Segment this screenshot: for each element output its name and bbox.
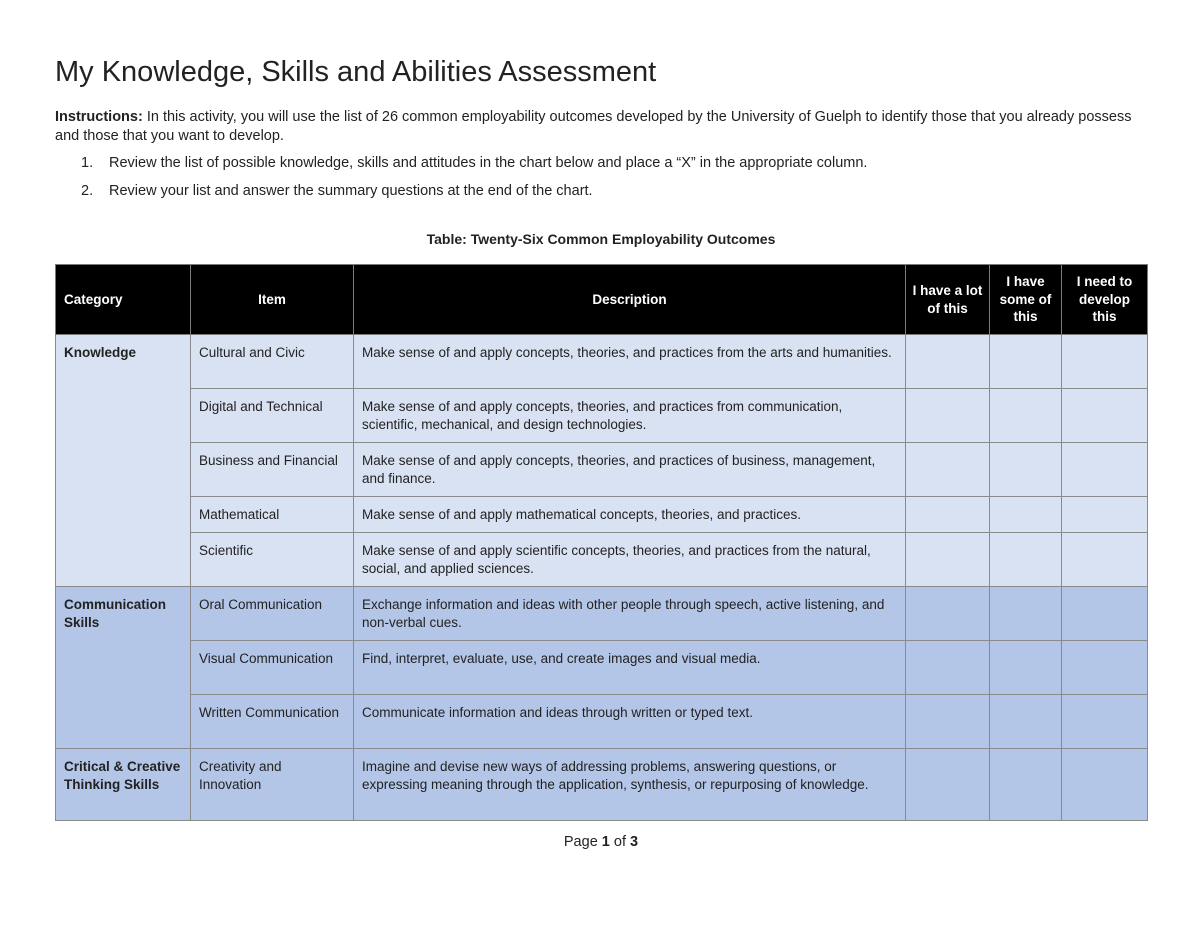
need-develop-checkbox-cell[interactable] (1062, 641, 1148, 695)
table-row (56, 443, 1148, 497)
description-cell: Communicate information and ideas through written or typed text. (354, 695, 906, 749)
need-develop-checkbox-cell[interactable] (1062, 335, 1148, 389)
description-cell: Find, interpret, evaluate, use, and create images and visual media. (354, 641, 906, 695)
item-cell: Oral Communication (191, 587, 354, 641)
table-row (56, 695, 1148, 749)
have-lot-checkbox-cell[interactable] (906, 749, 990, 821)
description-cell: Make sense of and apply mathematical concepts, theories, and practices. (354, 497, 906, 533)
step-item (81, 154, 868, 173)
item-cell: Mathematical (191, 497, 354, 533)
table-row (56, 389, 1148, 443)
have-lot-checkbox-cell[interactable] (906, 587, 990, 641)
table-row (56, 749, 1148, 821)
have-lot-checkbox-cell[interactable] (906, 533, 990, 587)
have-some-checkbox-cell[interactable] (990, 695, 1062, 749)
category-cell: Communication Skills (56, 587, 191, 749)
item-cell: Written Communication (191, 695, 354, 749)
have-some-checkbox-cell[interactable] (990, 497, 1062, 533)
step-number: 2. (81, 183, 94, 199)
item-cell: Creativity and Innovation (191, 749, 354, 821)
have-some-checkbox-cell[interactable] (990, 587, 1062, 641)
page-title: My Knowledge, Skills and Abilities Assessment (55, 56, 657, 88)
need-develop-checkbox-cell[interactable] (1062, 695, 1148, 749)
table-row (56, 497, 1148, 533)
description-cell: Imagine and devise new ways of addressing problems, answering questions, or expressing meaning through the application, synthesis, or repurposing of knowledge. (354, 749, 906, 821)
steps-list (55, 154, 867, 210)
item-cell: Scientific (191, 533, 354, 587)
instructions-text: In this activity, you will use the list of 26 common employability outcomes developed by the University of Guelph to identify those that you already possess and those that you want to develop. (55, 109, 1132, 144)
table-row (56, 533, 1148, 587)
description-cell: Exchange information and ideas with other people through speech, active listening, and non-verbal cues. (354, 587, 906, 641)
header-have-lot: I have a lot of this (906, 265, 990, 335)
have-some-checkbox-cell[interactable] (990, 641, 1062, 695)
category-cell: Critical & Creative Thinking Skills (56, 749, 191, 821)
header-have-some: I have some of this (990, 265, 1062, 335)
step-text: Review your list and answer the summary questions at the end of the chart. (109, 183, 593, 199)
footer-prefix: Page (563, 834, 602, 850)
instructions-label: Instructions: (55, 109, 143, 125)
have-lot-checkbox-cell[interactable] (906, 497, 990, 533)
table-header-row (56, 265, 1148, 335)
description-cell: Make sense of and apply concepts, theories, and practices of business, management, and finance. (354, 443, 906, 497)
have-lot-checkbox-cell[interactable] (906, 641, 990, 695)
table-caption: Table: Twenty-Six Common Employability Outcomes (426, 231, 776, 247)
have-lot-checkbox-cell[interactable] (906, 695, 990, 749)
page-number-footer (55, 834, 1147, 850)
step-number: 1. (81, 155, 94, 171)
category-cell: Knowledge (56, 335, 191, 587)
need-develop-checkbox-cell[interactable] (1062, 497, 1148, 533)
have-some-checkbox-cell[interactable] (990, 749, 1062, 821)
need-develop-checkbox-cell[interactable] (1062, 749, 1148, 821)
step-item (81, 182, 867, 201)
table-row (56, 587, 1148, 641)
instructions-paragraph (55, 108, 1147, 146)
item-cell: Business and Financial (191, 443, 354, 497)
need-develop-checkbox-cell[interactable] (1062, 389, 1148, 443)
total-pages: 3 (630, 834, 639, 850)
need-develop-checkbox-cell[interactable] (1062, 533, 1148, 587)
description-cell: Make sense of and apply concepts, theories, and practices from communication, scientific, mechanical, and design technologies. (354, 389, 906, 443)
have-some-checkbox-cell[interactable] (990, 533, 1062, 587)
outcomes-table (55, 264, 1148, 821)
step-text: Review the list of possible knowledge, skills and attitudes in the chart below and place a “X” in the appropriate column. (109, 155, 868, 171)
footer-middle: of (609, 834, 631, 850)
item-cell: Digital and Technical (191, 389, 354, 443)
have-lot-checkbox-cell[interactable] (906, 443, 990, 497)
have-some-checkbox-cell[interactable] (990, 335, 1062, 389)
have-some-checkbox-cell[interactable] (990, 389, 1062, 443)
need-develop-checkbox-cell[interactable] (1062, 587, 1148, 641)
have-some-checkbox-cell[interactable] (990, 443, 1062, 497)
item-cell: Cultural and Civic (191, 335, 354, 389)
header-item: Item (191, 265, 354, 335)
table-row (56, 641, 1148, 695)
current-page: 1 (601, 834, 610, 850)
item-cell: Visual Communication (191, 641, 354, 695)
description-cell: Make sense of and apply concepts, theories, and practices from the arts and humanities. (354, 335, 906, 389)
description-cell: Make sense of and apply scientific concepts, theories, and practices from the natural, social, and applied sciences. (354, 533, 906, 587)
have-lot-checkbox-cell[interactable] (906, 335, 990, 389)
header-category: Category (56, 265, 191, 335)
table-row (56, 335, 1148, 389)
have-lot-checkbox-cell[interactable] (906, 389, 990, 443)
header-need-develop: I need to develop this (1062, 265, 1148, 335)
header-description: Description (354, 265, 906, 335)
need-develop-checkbox-cell[interactable] (1062, 443, 1148, 497)
